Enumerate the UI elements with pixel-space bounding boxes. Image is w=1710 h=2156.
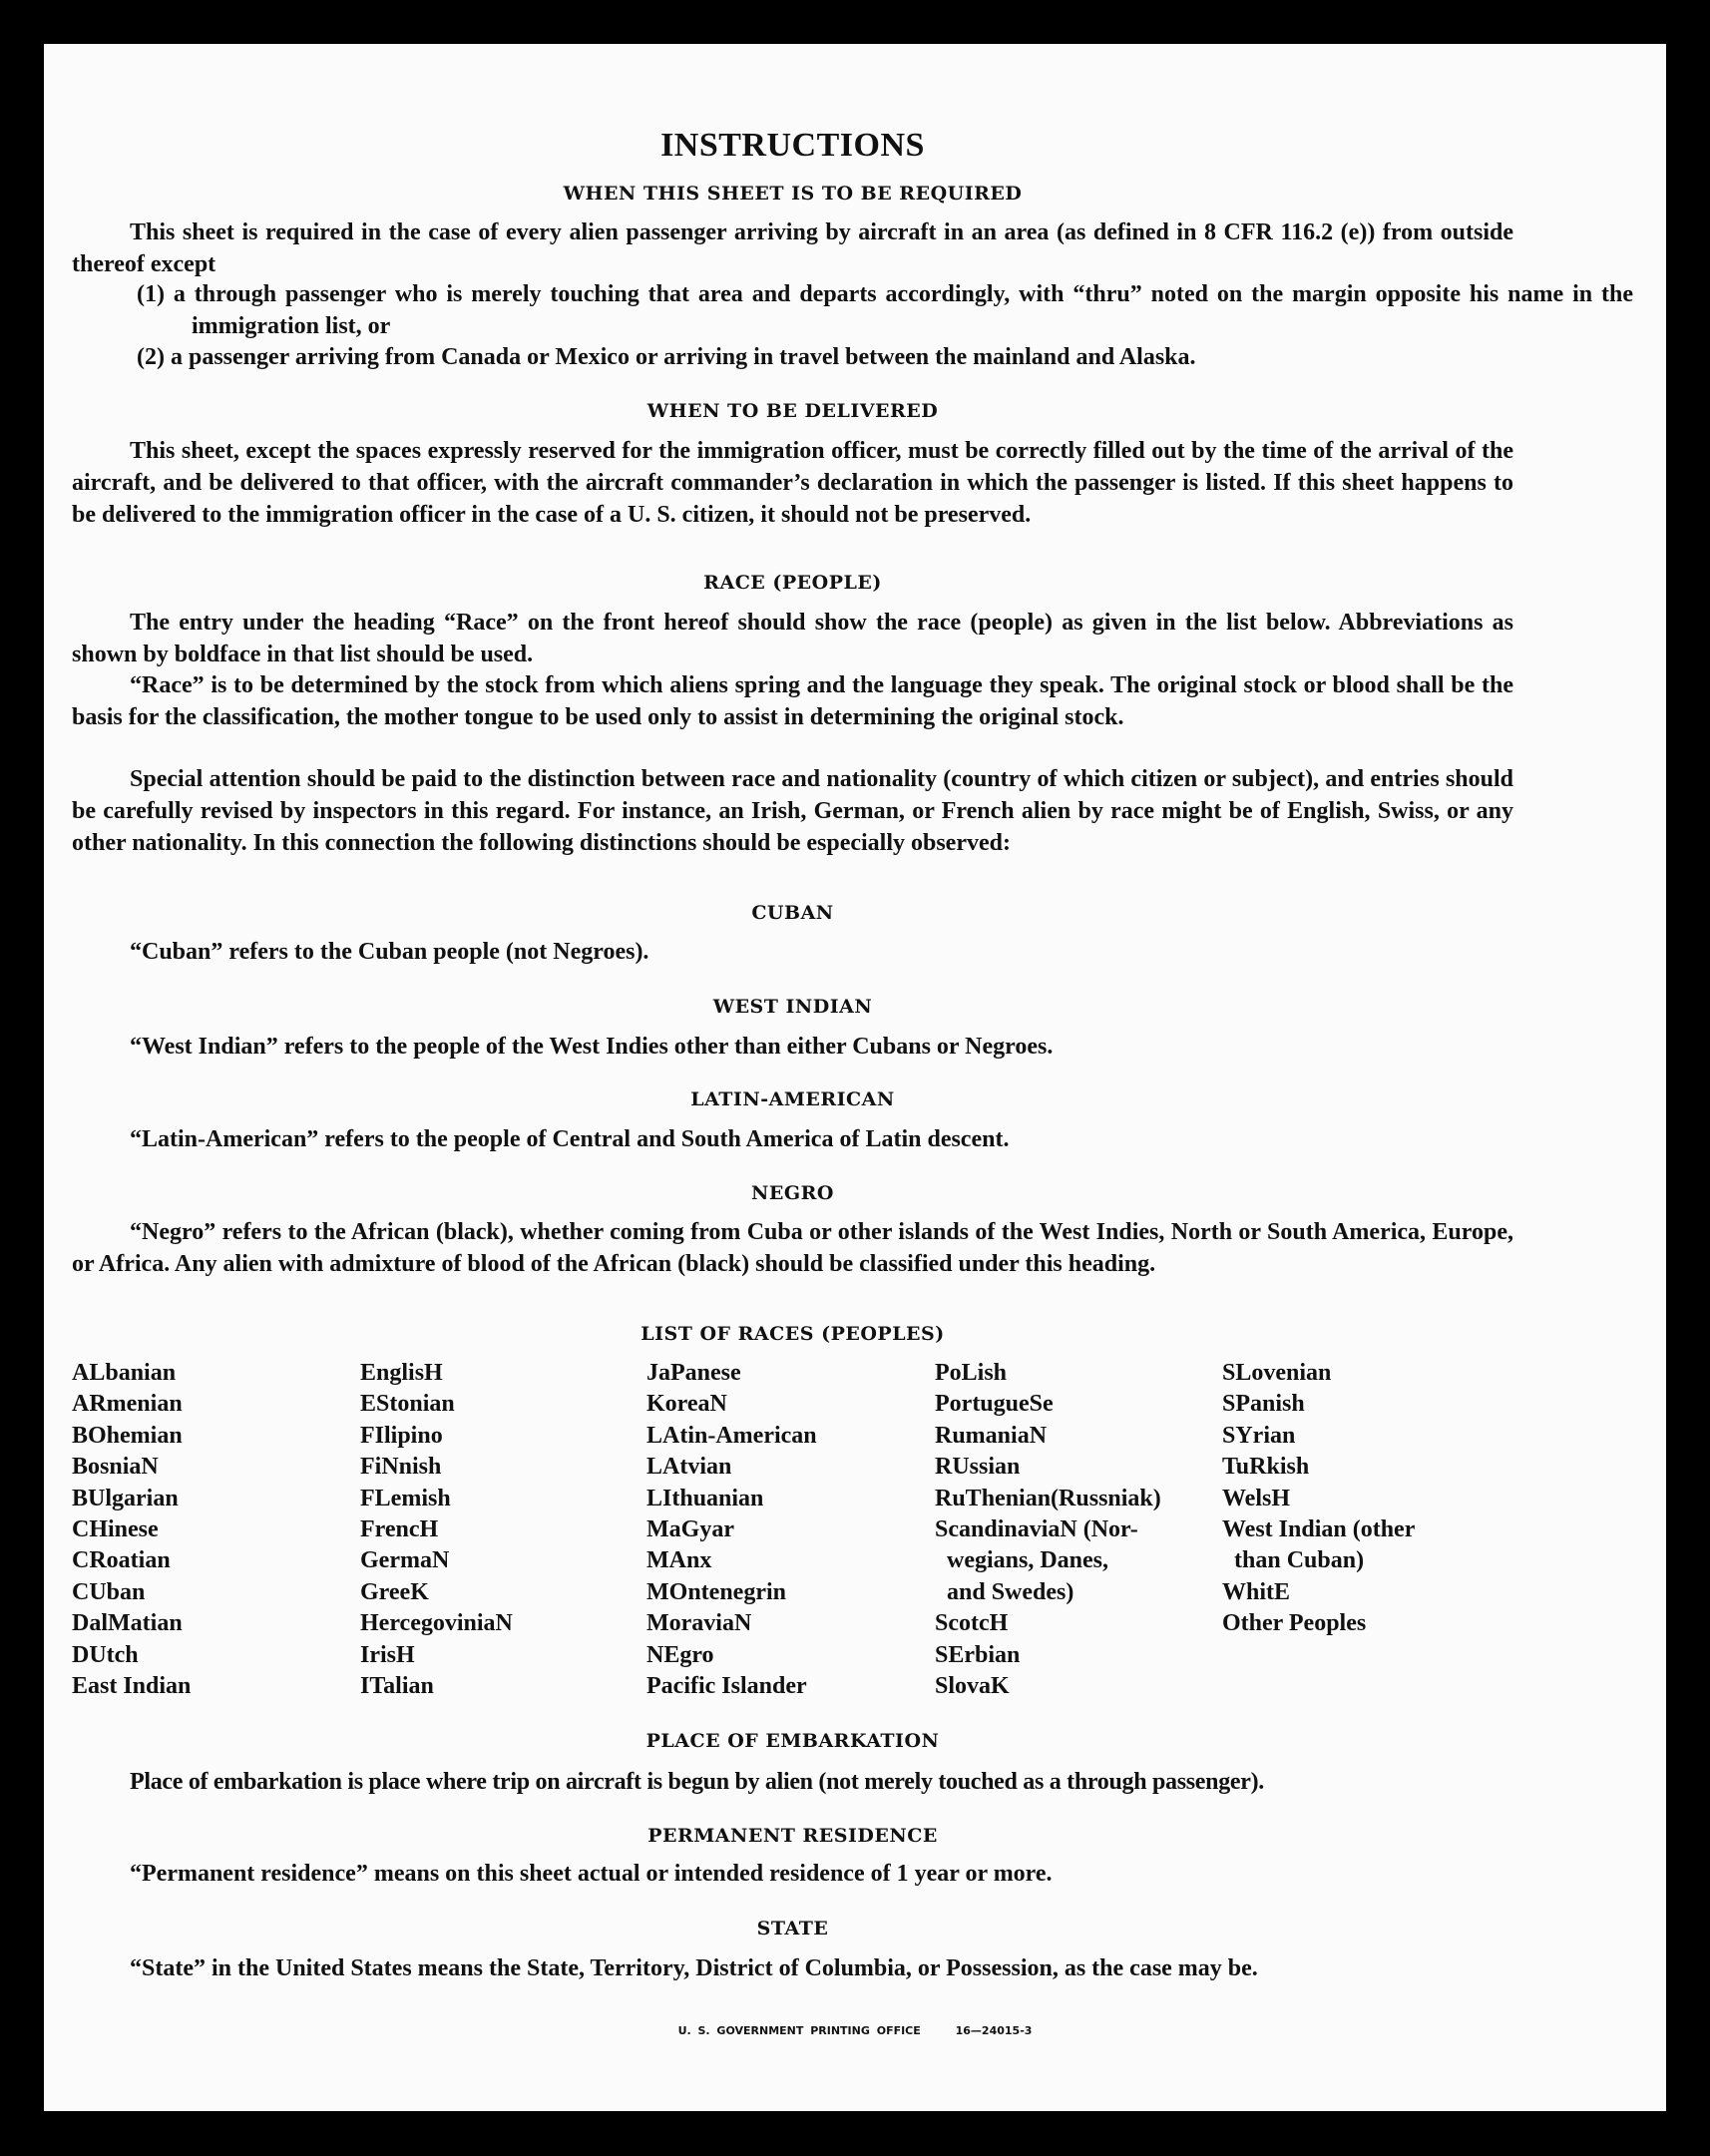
race-item: FrencH (360, 1515, 439, 1542)
races-column (935, 1358, 1161, 1702)
race-item: HercegoviniaN (360, 1610, 513, 1637)
race-item: East Indian (72, 1672, 192, 1699)
race-item: FLemish (360, 1485, 451, 1511)
heading-race: RACE (PEOPLE) (703, 572, 882, 594)
race-item: ALbanian (72, 1360, 177, 1386)
race-item: EnglisH (360, 1360, 443, 1386)
race-item: KoreaN (646, 1391, 727, 1418)
race-item: SPanish (1222, 1391, 1305, 1418)
latin-american-text: “Latin-American” refers to the people of Central and South America of Latin descent. (130, 1126, 1010, 1152)
west-indian-text: “West Indian” refers to the people of the West Indies other than either Cubans or Negroes. (130, 1034, 1054, 1060)
race-item: WhitE (1222, 1578, 1291, 1605)
race-item: DalMatian (72, 1610, 183, 1637)
race-item: EStonian (360, 1391, 455, 1418)
page-title: INSTRUCTIONS (660, 127, 925, 164)
footer (0, 2015, 1710, 2047)
required-item: (2) a passenger arriving from Canada or Mexico or arriving in travel between the mainland and Alaska. (137, 344, 1196, 370)
race-item: TuRkish (1222, 1454, 1310, 1481)
race-item: CUban (72, 1578, 146, 1605)
negro-text: “Negro” refers to the African (black), whether coming from Cuba or other islands of the West Indies, North or South America, Europe, or Africa. Any alien with admixture of blood of the African (black) should be classified under this heading. (72, 1219, 1513, 1277)
state-text: “State” in the United States means the State, Territory, District of Columbia, or Possession, as the case may be. (130, 1955, 1258, 1981)
race-item: RumaniaN (935, 1422, 1048, 1449)
race-item: Pacific Islander (646, 1672, 807, 1699)
heading-residence: PERMANENT RESIDENCE (647, 1825, 938, 1847)
race-item: GreeK (360, 1578, 429, 1605)
race-item: BOhemian (72, 1422, 183, 1449)
race-paragraph: The entry under the heading “Race” on the front hereof should show the race (people) as given in the list below. Abbreviations as shown by boldface in that list should be used. (72, 610, 1513, 667)
form-code: 16—24015-3 (955, 2024, 1033, 2037)
race-item: PoLish (935, 1360, 1008, 1386)
race-item: and Swedes) (935, 1578, 1074, 1605)
race-item: BosniaN (72, 1454, 159, 1481)
race-item: Other Peoples (1222, 1610, 1367, 1637)
race-paragraph: “Race” is to be determined by the stock from which aliens spring and the language they speak. The original stock or blood shall be the basis for the classification, the mother tongue to be used only to assist in determining the original stock. (72, 672, 1513, 730)
race-item: SLovenian (1222, 1360, 1332, 1386)
race-item: SlovaK (935, 1672, 1010, 1699)
race-item: SErbian (935, 1641, 1021, 1668)
heading-west-indian: WEST INDIAN (712, 996, 873, 1018)
race-item: FIlipino (360, 1422, 443, 1449)
embarkation-text: Place of embarkation is place where trip on aircraft is begun by alien (not merely touched as a through passenger). (130, 1769, 1265, 1795)
delivered-text: This sheet, except the spaces expressly reserved for the immigration officer, must be correctly filled out by the time of the arrival of the aircraft, and be delivered to that officer, with the aircraft commander’s declaration in which the passenger is listed. If this sheet happens to be delivered to the immigration officer in the case of a U. S. citizen, it should not be preserved. (72, 438, 1513, 528)
race-item: NEgro (646, 1641, 714, 1668)
printer-imprint: U. S. GOVERNMENT PRINTING OFFICE (677, 2024, 921, 2037)
race-item: IrisH (360, 1641, 415, 1668)
races-column (646, 1358, 817, 1702)
races-column (360, 1358, 513, 1702)
heading-embarkation: PLACE OF EMBARKATION (645, 1730, 940, 1752)
race-item: SYrian (1222, 1422, 1296, 1449)
race-item: ScotcH (935, 1610, 1009, 1637)
race-item: JaPanese (646, 1360, 741, 1386)
required-text: This sheet is required in the case of every alien passenger arriving by aircraft in an area (as defined in 8 CFR 116.2 (e)) from outside thereof except (72, 219, 1513, 277)
cuban-text: “Cuban” refers to the Cuban people (not Negroes). (130, 939, 649, 965)
race-item: wegians, Danes, (935, 1547, 1109, 1574)
race-item: ARmenian (72, 1391, 183, 1418)
residence-text: “Permanent residence” means on this sheet actual or intended residence of 1 year or more. (130, 1861, 1053, 1887)
race-item: MoraviaN (646, 1610, 752, 1637)
race-item: WelsH (1222, 1485, 1291, 1511)
heading-delivered: WHEN TO BE DELIVERED (646, 400, 939, 422)
heading-state: STATE (756, 1918, 829, 1940)
race-item: FiNnish (360, 1454, 442, 1481)
race-paragraph: Special attention should be paid to the distinction between race and nationality (country of which citizen or subject), and entries should be carefully revised by inspectors in this regard. For instance, an Irish, German, or French alien by race might be of English, Swiss, or any other nationality. In this connection the following distinctions should be especially observed: (72, 766, 1513, 856)
race-item: West Indian (other (1222, 1515, 1416, 1542)
race-item: than Cuban) (1222, 1547, 1365, 1574)
race-item: MaGyar (646, 1515, 734, 1542)
race-item: RuThenian(Russniak) (935, 1485, 1161, 1511)
required-item: (1) a through passenger who is merely touching that area and departs accordingly, with “thru” noted on the margin opposite his name in the immigration list, or (137, 281, 1633, 339)
heading-negro: NEGRO (751, 1182, 834, 1204)
race-item: BUlgarian (72, 1485, 179, 1511)
race-item: MOntenegrin (646, 1578, 786, 1605)
race-item: GermaN (360, 1547, 450, 1574)
race-item: CHinese (72, 1515, 159, 1542)
race-item: ScandinaviaN (Nor- (935, 1515, 1138, 1542)
race-item: CRoatian (72, 1547, 171, 1574)
race-item: LAtvian (646, 1454, 732, 1481)
race-item: LIthuanian (646, 1485, 764, 1511)
heading-list-of-races: LIST OF RACES (PEOPLES) (641, 1323, 945, 1345)
races-column (72, 1358, 191, 1702)
race-item: MAnx (646, 1547, 712, 1574)
race-item: LAtin-American (646, 1422, 817, 1449)
race-item: ITalian (360, 1672, 434, 1699)
heading-latin-american: LATIN-AMERICAN (690, 1088, 895, 1110)
heading-required: WHEN THIS SHEET IS TO BE REQUIRED (563, 183, 1023, 205)
races-column (1222, 1358, 1415, 1640)
race-item: DUtch (72, 1641, 139, 1668)
race-item: PortugueSe (935, 1391, 1054, 1418)
race-item: RUssian (935, 1454, 1021, 1481)
heading-cuban: CUBAN (751, 902, 834, 924)
